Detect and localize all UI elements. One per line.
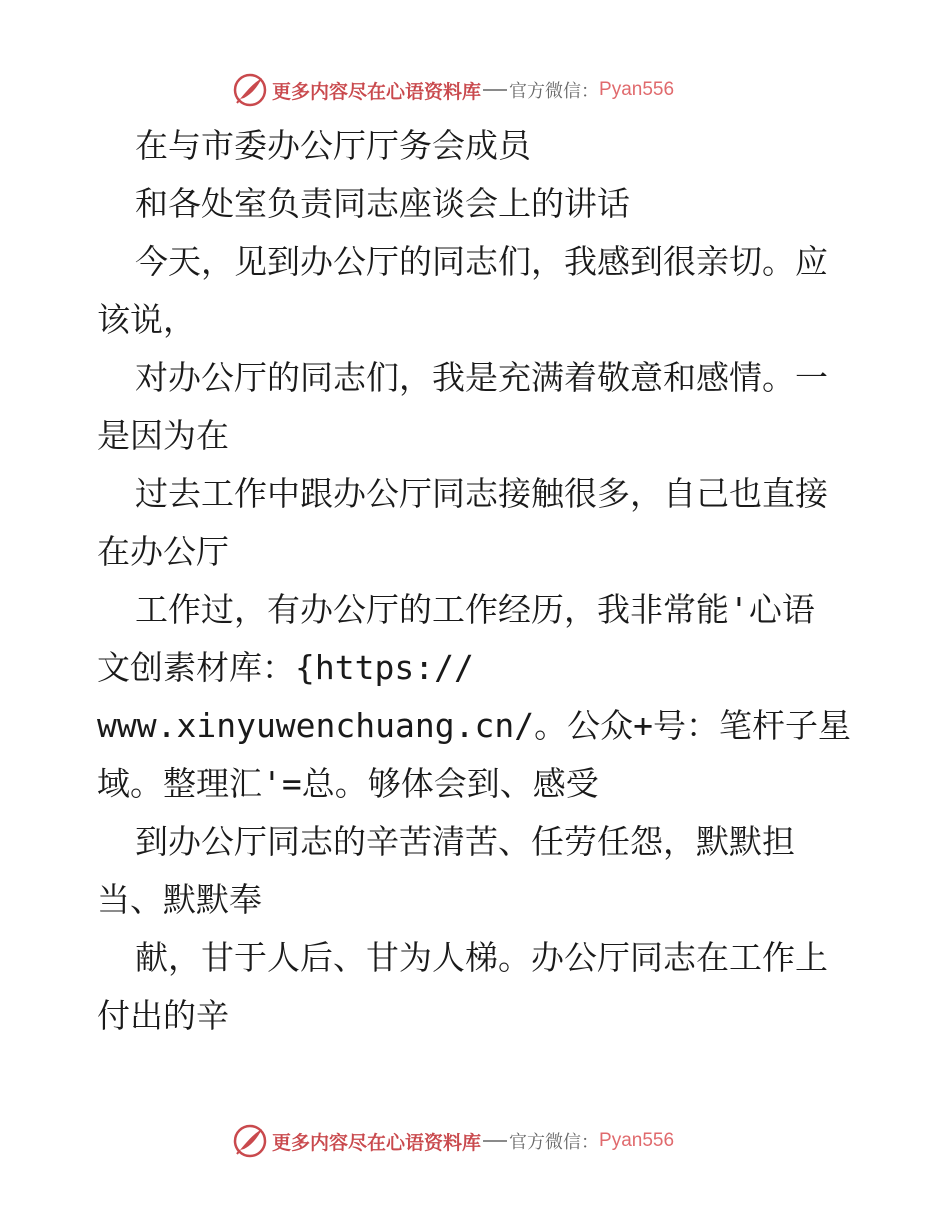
header-banner	[232, 70, 712, 110]
body-line: 文创素材库：{https://	[97, 648, 474, 687]
body-line: 到办公厅同志的辛苦清苦、任劳任怨，默默担	[135, 822, 795, 861]
footer-brand-text: 更多内容尽在心语资料库	[272, 1131, 482, 1154]
header-wechat-id: Pyan556	[599, 79, 675, 100]
body-line: www.xinyuwenchuang.cn/。公众+号：笔杆子星	[97, 706, 851, 745]
quill-pen-logo-icon	[232, 1123, 268, 1159]
body-line: 对办公厅的同志们，我是充满着敬意和感情。一	[135, 358, 828, 397]
body-line: 工作过，有办公厅的工作经历，我非常能'心语	[135, 590, 815, 629]
header-wechat-label: 官方微信：	[509, 81, 600, 102]
header-dash	[483, 89, 507, 91]
body-line: 是因为在	[97, 416, 229, 455]
header-brand-text: 更多内容尽在心语资料库	[272, 80, 482, 103]
body-line: 在与市委办公厅厅务会成员	[135, 126, 531, 165]
body-line: 过去工作中跟办公厅同志接触很多，自己也直接	[135, 474, 828, 513]
body-line: 和各处室负责同志座谈会上的讲话	[135, 184, 630, 223]
document-body	[97, 117, 867, 1045]
body-line: 今天，见到办公厅的同志们，我感到很亲切。应	[135, 242, 828, 281]
body-line: 付出的辛	[97, 996, 229, 1035]
body-line: 在办公厅	[97, 532, 229, 571]
footer-wechat-id: Pyan556	[599, 1130, 675, 1151]
footer-banner	[232, 1121, 712, 1161]
body-line: 域。整理汇'=总。够体会到、感受	[97, 764, 599, 803]
quill-pen-logo-icon	[232, 72, 268, 108]
body-line: 献，甘于人后、甘为人梯。办公厅同志在工作上	[135, 938, 828, 977]
body-line: 当、默默奉	[97, 880, 262, 919]
body-line: 该说，	[97, 300, 196, 339]
footer-dash	[483, 1140, 507, 1142]
footer-wechat-label: 官方微信：	[509, 1132, 600, 1153]
